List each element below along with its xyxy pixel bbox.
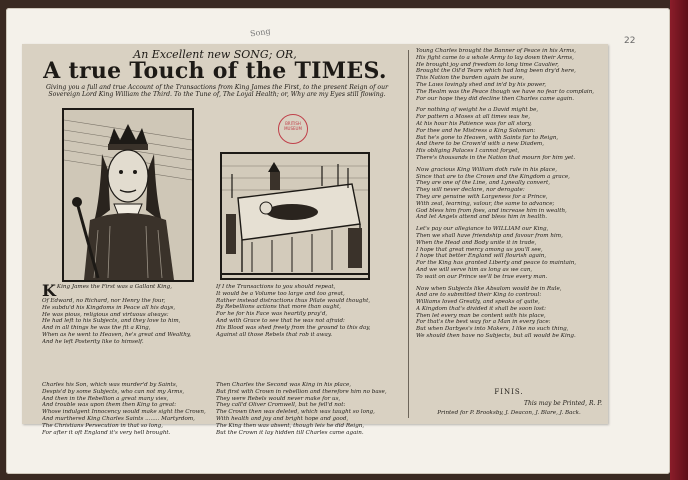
verse-line: For after it oft England it's very hell brought. [42, 429, 171, 436]
verse-line: For pattern a Moses at all times was he, [416, 114, 531, 121]
verse-line: With zeal, learning, valour, the same to advance; [416, 200, 555, 207]
subtitle: Giving you a full and true Account of the Transactions from King James the First, to the present Reign of our Sovereign Lord King William the Third. To the Tune of, The Loyal Health; or, Why are my Eyes still flowing. [45, 84, 389, 99]
printer-imprint: Printed for P. Brooksby, J. Deacon, J. Blare, J. Back. [437, 410, 581, 416]
verse-line: They will never declare, nor derogate: [416, 187, 525, 194]
verse-line: They were Rebels would never make for us, [216, 395, 341, 402]
verse-line: Young Charles brought the Banner of Peace in his Arms, [416, 48, 577, 54]
verse-block-left-top [42, 284, 210, 346]
verse-line: If I the Transactions to you should repeat, [216, 284, 336, 290]
verse-line: But first with Crown in rebellion and therefore him no base, [216, 388, 387, 395]
verse-column-right [416, 48, 602, 345]
pencil-annotation: Song [249, 26, 272, 39]
king-portrait-image [64, 110, 192, 280]
verse-line: When the Head and Body unite it in trade, [416, 239, 537, 246]
verse-line: And there to be Crown'd with a new Diadem, [416, 141, 544, 148]
verse-line: At his hour his Patience was for all story, [416, 120, 532, 127]
verse-line: He brought joy and freedom to long time Cavalier, [416, 61, 559, 68]
heading-small: An Excellent new SONG; OR, [133, 48, 297, 61]
verse-block-middle-bottom [216, 382, 396, 436]
verse-line: Against all those Rebels that rob it away. [216, 331, 333, 338]
verse-line: By Rebellions actions that more than ought, [216, 304, 341, 311]
verse-line: There's thousands in the Nation that mourn for him yet. [416, 154, 576, 161]
verse-line: For the King has granted Liberty and peace to maintain, [416, 260, 577, 267]
verse-line: Brought the Oil'd Tears which had long been dry'd here, [416, 68, 576, 75]
verse-line: His fight came to a whole Army to lay down their Arms, [416, 54, 574, 61]
verse-line [42, 284, 210, 298]
scene-woodcut [220, 152, 370, 280]
verse-line: For our hope they did decline then Charles came again. [416, 95, 575, 102]
verse-line: We should then have no Subjects, but all would be King. [416, 333, 576, 340]
verse-line: The Crown then was deleted, which was taught so long, [216, 409, 375, 416]
verse-line: Rather instead distractions thus Pilate would thought, [216, 297, 371, 304]
folio-number: 22 [624, 36, 636, 46]
verse-line: When as he went to Heaven, he's great and Wealthy, [42, 331, 192, 338]
verse-line: And he left Posterity like to himself. [42, 338, 144, 345]
verse-line: It would be a Volume too large and too great, [216, 290, 345, 297]
verse-line: The Christians Persecution in that so long, [42, 422, 163, 429]
verse-line: This Nation the burden again be sure, [416, 75, 525, 82]
verse-text: King James the First was a Gallant King, [56, 284, 173, 290]
verse-line: He had left to his Subjects, and they love to him, [42, 318, 181, 325]
verse-line: And with Grace to see that he was not afraid: [216, 317, 345, 324]
verse-line: He subdu'd his Kingdoms in Peace all his days, [42, 304, 176, 311]
verse-line: He was pious, religious and virtuous always: [42, 311, 169, 318]
verse-block-middle-top [216, 284, 396, 338]
scene-image [222, 154, 368, 278]
verse-line: And are to submitted their King to controul: [416, 292, 542, 299]
verse-line: Whose indulgent Innocency would make sight the Crown, [42, 409, 206, 416]
finis-mark: FINIS. [494, 388, 524, 396]
verse-line: And trouble was upon them then King to great: [42, 402, 177, 409]
verse-line: Then we shall have friendship and favour from him, [416, 232, 563, 239]
verse-line: And let Angels attend and bless him in health. [416, 214, 548, 221]
verse-line: To wait on our Prince we'll be true every man. [416, 273, 548, 280]
verse-line: Of Edward, no Richard, nor Henry the four, [42, 298, 166, 304]
verse-line: Then Charles the Second was King in his place, [216, 382, 352, 388]
verse-line: The Realm was the Peace though we have no fear to complain, [416, 88, 595, 95]
verse-line: And in all things he was the fit a King, [42, 325, 151, 332]
verse-line: Despis'd by some Subjects, who can not my Arms, [42, 388, 185, 395]
verse-line: And we will serve him as long as we can, [416, 266, 533, 273]
verse-line: I hope that better England will flourish again, [416, 253, 547, 260]
verse-block-right-2 [416, 107, 602, 161]
verse-line: With health and joy and bright hope and good, [216, 415, 349, 422]
heading-large: A true Touch of the TIMES. [43, 58, 387, 84]
verse-line: Let's pay our allegiance to WILLIAM our King, [416, 226, 549, 233]
verse-block-right-4 [416, 226, 602, 280]
verse-line: And murthered King Charles Saints ........ Martyrdom, [42, 415, 195, 422]
verse-line: For thee and he Mistress a King Soloman: [416, 127, 536, 134]
verse-line: They are one of the Line, and Lyneally convert, [416, 180, 550, 187]
verse-line: And then in the Rebellion a great many vies, [42, 395, 169, 402]
verse-block-left-bottom [42, 382, 210, 436]
verse-line: A Kingdom that's divided it shall be soon lost: [416, 305, 546, 312]
verse-line: Then let every man be content with his place, [416, 312, 546, 319]
verse-line: The Laws lovingly shed and in'd by his power, [416, 81, 547, 88]
verse-line: For he for his Face was heartily pray'd, [216, 311, 328, 318]
column-divider [408, 50, 409, 418]
verse-line: I hope that great mercy among us you'll see, [416, 246, 543, 253]
verse-line: Now gracious King William doth rule in his place, [416, 166, 557, 173]
verse-line: His Blood was shed freely from the ground to this day, [216, 324, 371, 331]
verse-line: They are genuine with Largeness for a Prince, [416, 193, 548, 200]
album-binding-edge [670, 0, 688, 480]
verse-block-right-3 [416, 167, 602, 221]
license-line: This may be Printed, R. P. [524, 400, 602, 407]
verse-block-right-1 [416, 48, 602, 102]
verse-line: But the Crown it lay hidden till Charles came again. [216, 429, 364, 436]
verse-line: Now when Subjects like Absalom would be in Rule, [416, 285, 562, 292]
verse-block-right-5 [416, 286, 602, 340]
library-stamp: BRITISH MUSEUM [278, 114, 308, 144]
verse-line: But he's gone to Heaven, with Saints far to Reign, [416, 134, 559, 141]
verse-line: Williams loved Greatly, and speaks of quite, [416, 299, 540, 306]
king-portrait-woodcut [62, 108, 194, 282]
verse-line: His obliging Palaces I cannot forget, [416, 148, 520, 155]
verse-line: Since that are to the Crown and the Kingdom a grace, [416, 173, 570, 180]
verse-line: God bless him from foes, and increase him in wealth, [416, 207, 567, 214]
verse-line: They call'd Oliver Cromwell, but he fell'd not: [216, 402, 346, 409]
verse-line: But when Darbyes's into Makers, I like no such thing, [416, 326, 569, 333]
broadside-sheet [22, 44, 608, 436]
verse-line: For that's the best way for a Man in every face: [416, 319, 551, 326]
verse-line: Charles his Son, which was murder'd by Saints, [42, 382, 178, 388]
verse-line: The King then was absent, though leis he did Reign, [216, 422, 365, 429]
verse-line: For nothing of weight he a David might be, [416, 107, 539, 114]
drop-cap: K [42, 284, 56, 298]
